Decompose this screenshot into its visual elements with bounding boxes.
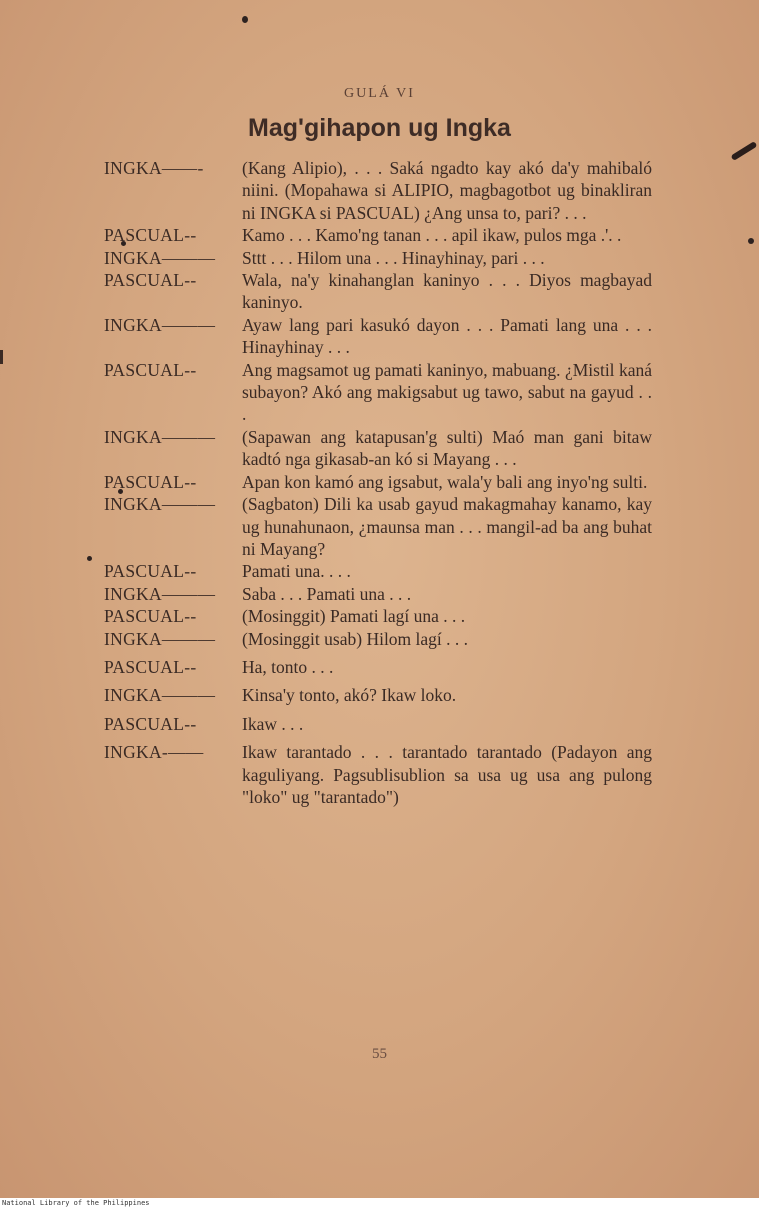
speaker-name: PASCUAL-- [104, 359, 197, 380]
dialogue-entry [104, 269, 652, 314]
speaker-name: INGKA——— [104, 494, 216, 515]
speech-text: Apan kon kamó ang igsabut, wala'y bali ang inyo'ng sulti. [242, 471, 648, 492]
scene-title: Mag'gihapon ug Ingka [248, 114, 511, 142]
speaker-name: INGKA-—— [104, 742, 204, 763]
speaker-name: INGKA——— [104, 583, 216, 604]
speech-text: (Sapawan ang katapusan'g sulti) Maó man gani bitaw kadtó nga gikasab-an kó si Mayang . . . [242, 426, 652, 470]
dialogue-entry [104, 314, 652, 359]
speaker-name: PASCUAL-- [104, 713, 197, 734]
dialogue-entry [104, 359, 652, 426]
speech-text: (Sagbaton) Dili ka usab gayud makagmahay kanamo, kay ug hunahunaon, ¿maunsa man . . . mangil-ad ba ang buhat ni Mayang? [242, 494, 652, 559]
speaker-name: INGKA——— [104, 685, 216, 706]
speaker-name: INGKA——— [104, 247, 216, 268]
speech-text: Saba . . . Pamati una . . . [242, 583, 412, 604]
speech-text: Ayaw lang pari kasukó dayon . . . Pamati lang una . . . Hinayhinay . . . [242, 314, 652, 358]
dialogue-entry [104, 247, 652, 269]
speech-text: Ikaw . . . [242, 713, 304, 734]
page-number: 55 [372, 1046, 387, 1062]
speaker-name: INGKA——— [104, 426, 216, 447]
dialogue-entry [104, 426, 652, 471]
dialogue-entry [104, 605, 652, 627]
speech-text: Ang magsamot ug pamati kaninyo, mabuang. ¿Mistil kaná subayon? Akó ang makigsabut ug tawo, sabut na gayud . . . [242, 359, 652, 425]
dialogue-entry [104, 628, 652, 650]
speech-text: (Mosinggit) Pamati lagí una . . . [242, 606, 466, 627]
dialogue-entry [104, 656, 652, 678]
library-credit: National Library of the Philippines [2, 1199, 150, 1207]
dialogue-entry [104, 713, 652, 735]
speech-text: Wala, na'y kinahanglan kaninyo . . . Diyos magbayad kaninyo. [242, 270, 652, 313]
dialogue-entry [104, 471, 652, 493]
dialogue-entry [104, 583, 652, 605]
pen-stroke-mark [731, 141, 758, 161]
speaker-name: PASCUAL-- [104, 606, 197, 627]
speech-text: Kamo . . . Kamo'ng tanan . . . apil ikaw, pulos mga .'. . [242, 225, 622, 246]
dialogue-entry [104, 560, 652, 582]
dialogue-entry [104, 157, 652, 224]
speaker-name: PASCUAL-- [104, 225, 197, 246]
speech-text: (Kang Alipio), . . . Saká ngadto kay akó da'y mahibaló niini. (Mopahawa si ALIPIO, magbagotbot ug binakliran ni INGKA si PASCUAL) ¿Ang unsa to, pari? . . . [242, 158, 652, 223]
ink-dot [87, 556, 92, 561]
speaker-name: PASCUAL-- [104, 656, 197, 677]
speech-text: Sttt . . . Hilom una . . . Hinayhinay, pari . . . [242, 247, 545, 268]
dialogue [104, 157, 652, 808]
speaker-name: INGKA——— [104, 628, 216, 649]
dialogue-entry [104, 684, 652, 706]
dialogue-entry [104, 493, 652, 560]
dialogue-entry [104, 224, 652, 246]
speech-text: Pamati una. . . . [242, 561, 351, 582]
ink-dot [242, 16, 248, 23]
speaker-name: INGKA——— [104, 314, 216, 335]
dialogue-entry [104, 741, 652, 808]
margin-mark [0, 350, 3, 364]
speaker-name: PASCUAL-- [104, 561, 197, 582]
ink-dot [748, 238, 754, 244]
speech-text: Kinsa'y tonto, akó? Ikaw loko. [242, 685, 457, 706]
speaker-name: INGKA——- [104, 158, 204, 178]
speech-text: (Mosinggit usab) Hilom lagí . . . [242, 628, 469, 649]
speech-text: Ha, tonto . . . [242, 656, 334, 677]
speech-text: Ikaw tarantado . . . tarantado tarantado (Padayon ang kaguliyang. Pagsublisublion sa usa ug usa ang pulong "loko" ug "tarantado") [242, 742, 652, 807]
speaker-name: PASCUAL-- [104, 270, 197, 291]
speaker-name: PASCUAL-- [104, 471, 197, 492]
act-header: GULÁ VI [344, 86, 415, 101]
